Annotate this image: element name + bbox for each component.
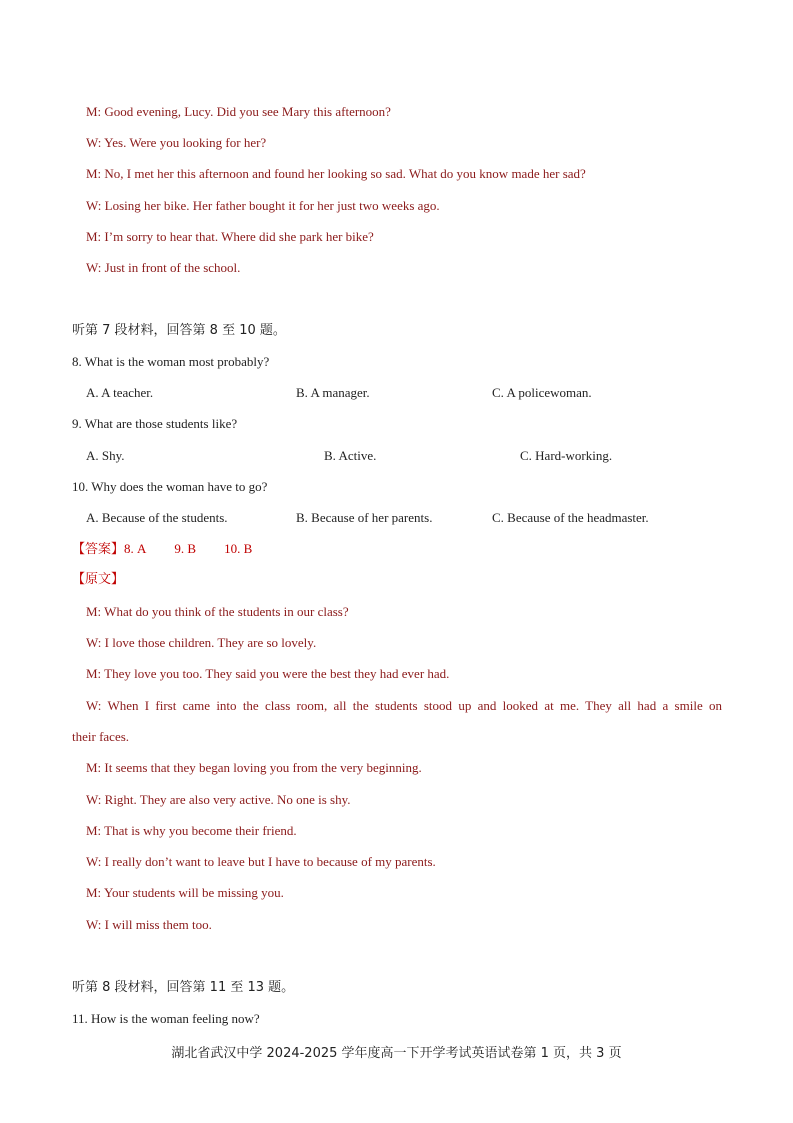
- dialogue-line: W: Right. They are also very active. No one is shy.: [86, 792, 351, 807]
- option-9a: A. Shy.: [86, 448, 125, 463]
- dialogue-line: M: Your students will be missing you.: [86, 885, 284, 900]
- option-9b: B. Active.: [324, 448, 377, 463]
- source-label: 【原文】: [72, 572, 125, 587]
- dialogue-line: W: Losing her bike. Her father bought it for her just two weeks ago.: [86, 198, 440, 213]
- answer-10: 10. B: [224, 541, 253, 556]
- question-10: 10. Why does the woman have to go?: [72, 479, 268, 494]
- dialogue-line: M: They love you too. They said you were the best they had ever had.: [86, 666, 450, 681]
- dialogue-line: W: When I first came into the class room, all the students stood up and looked at me. They all had a smile on: [86, 698, 722, 713]
- option-10b: B. Because of her parents.: [296, 510, 433, 525]
- question-9: 9. What are those students like?: [72, 416, 238, 431]
- answer-label: 【答案】: [72, 542, 125, 557]
- option-8b: B. A manager.: [296, 385, 370, 400]
- dialogue-line: W: I love those children. They are so lovely.: [86, 635, 317, 650]
- option-8c: C. A policewoman.: [492, 385, 592, 400]
- answer-row: [72, 541, 252, 558]
- dialogue-line: M: No, I met her this afternoon and found her looking so sad. What do you know made her sad?: [86, 166, 586, 181]
- dialogue-line: W: Just in front of the school.: [86, 260, 241, 275]
- dialogue-line: their faces.: [72, 729, 130, 744]
- dialogue-line: M: Good evening, Lucy. Did you see Mary this afternoon?: [86, 104, 391, 119]
- dialogue-line: M: What do you think of the students in our class?: [86, 604, 349, 619]
- dialogue-line: W: I really don’t want to leave but I have to because of my parents.: [86, 854, 436, 869]
- dialogue-line: W: I will miss them too.: [86, 917, 212, 932]
- question-8: 8. What is the woman most probably?: [72, 354, 270, 369]
- dialogue-line: M: I’m sorry to hear that. Where did she park her bike?: [86, 229, 374, 244]
- dialogue-line: M: That is why you become their friend.: [86, 823, 297, 838]
- section-heading: 听第 7 段材料，回答第 8 至 10 题。: [72, 323, 286, 338]
- option-8a: A. A teacher.: [86, 385, 154, 400]
- option-10c: C. Because of the headmaster.: [492, 510, 649, 525]
- answer-8: 8. A: [124, 541, 147, 556]
- option-10a: A. Because of the students.: [86, 510, 228, 525]
- page-footer: 湖北省武汉中学 2024-2025 学年度高一下开学考试英语试卷第 1 页，共 3 页: [171, 1046, 622, 1061]
- question-11: 11. How is the woman feeling now?: [72, 1011, 260, 1026]
- dialogue-line: M: It seems that they began loving you from the very beginning.: [86, 760, 422, 775]
- answer-9: 9. B: [174, 541, 197, 556]
- section-heading: 听第 8 段材料，回答第 11 至 13 题。: [72, 980, 295, 995]
- dialogue-line: W: Yes. Were you looking for her?: [86, 135, 267, 150]
- option-9c: C. Hard-working.: [520, 448, 613, 463]
